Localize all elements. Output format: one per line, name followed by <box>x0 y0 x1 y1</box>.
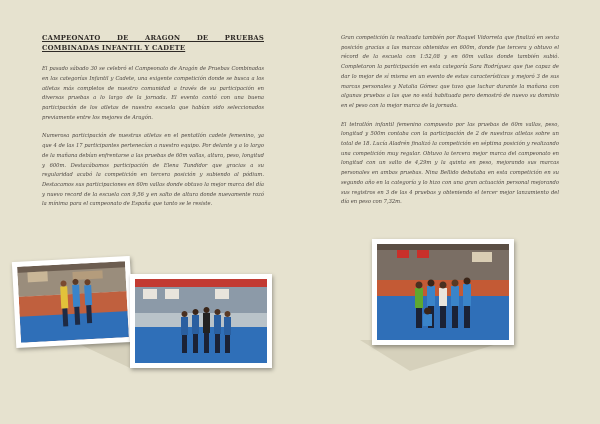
photo-icon <box>17 261 129 343</box>
right-paragraph-1: Gran competición la realizada también por Raquel Vidorreta que finalizó en sexta posición gracias a las marcas obtenidas en 600m, donde fue tercera y obtuvo el récord de la escuela con 1:52,08 y en 60m vallas donde también subió. Completaron la participación en esta categoría Sara Rodríguez que fue capaz de dar lo mejor de sí misma en un evento de estas características y mejoró 3 de sus marcas personales y Natalia Gómez que tuvo que luchar durante la mañana con algunas pruebas a las que no está habituada pero demostró de nuevo su dominio en el peso con la mejor marca de la jornada. <box>341 35 559 109</box>
photo-icon <box>377 244 509 340</box>
right-column <box>341 34 559 217</box>
photo-athletes-track-group <box>130 274 272 368</box>
photo-athletes-arena-left <box>12 256 134 348</box>
left-paragraph-2: Numerosa participación de nuestras atletas en el pentatlón cadete femenino, ya que 4 de las 17 participantes pertenecían a nuestro equipo. Por delante y a lo largo de la mañana debían enfrentarse a las pruebas de 60m vallas, altura, peso, longitud y 600m. Destacábamos participación de Elena Tundidor que gracias a su regularidad acabó la competición en tercera posición y subiendo al pódium. Destacamos sus participaciones en 60m vallas donde obtuvo la mejor marca del día y nuevo record de la escuela con 9,56 y en salto de altura donde nuevamente rozó la mínima para el campeonato de España que tanto se le resiste. <box>42 133 264 208</box>
left-column <box>42 34 264 219</box>
left-paragraph-1: El pasado sábado 30 se celebró el Campeonato de Aragón de Pruebas Combinadas en las categorías Infantil y Cadete, una exigente competición donde se busca a los atletas más completos de nuestro comunidad a través de su participación en diversas pruebas a lo largo de la jornada. El evento contó con una buena participación de los atletas de nuestra escuela que habían sido seleccionados previamente entre los mejores de Aragón. <box>42 66 264 121</box>
photo-icon <box>135 279 267 363</box>
article-title: CAMPEONATO DE ARAGON DE PRUEBAS COMBINADAS INFANTIL Y CADETE <box>42 34 264 52</box>
right-paragraph-2: El tetratlón infantil femenino compuesto por las pruebas de 60m vallas, peso, longitud y 500m contaba con la participación de 2 de nuestras atletas sobre un total de 18. Lucía Aladrén finalizó la competición en séptima posición y realizando una competición muy regular. Obtuvo la tercera mejor marca del campeonato en longitud con un salto de 4,29m y la quinta en peso, mejorando sus marcas personales en ambas pruebas. Nina Bellido debutaba en esta competición en su segundo año en la categoría y lo hizo con una gran actuación personal mejorando sus registros en 3 de las 4 pruebas y obteniendo el tercer mejor lanzamiento del día en peso con 7,32m. <box>341 121 559 206</box>
photo-athletes-group-right <box>372 239 514 345</box>
